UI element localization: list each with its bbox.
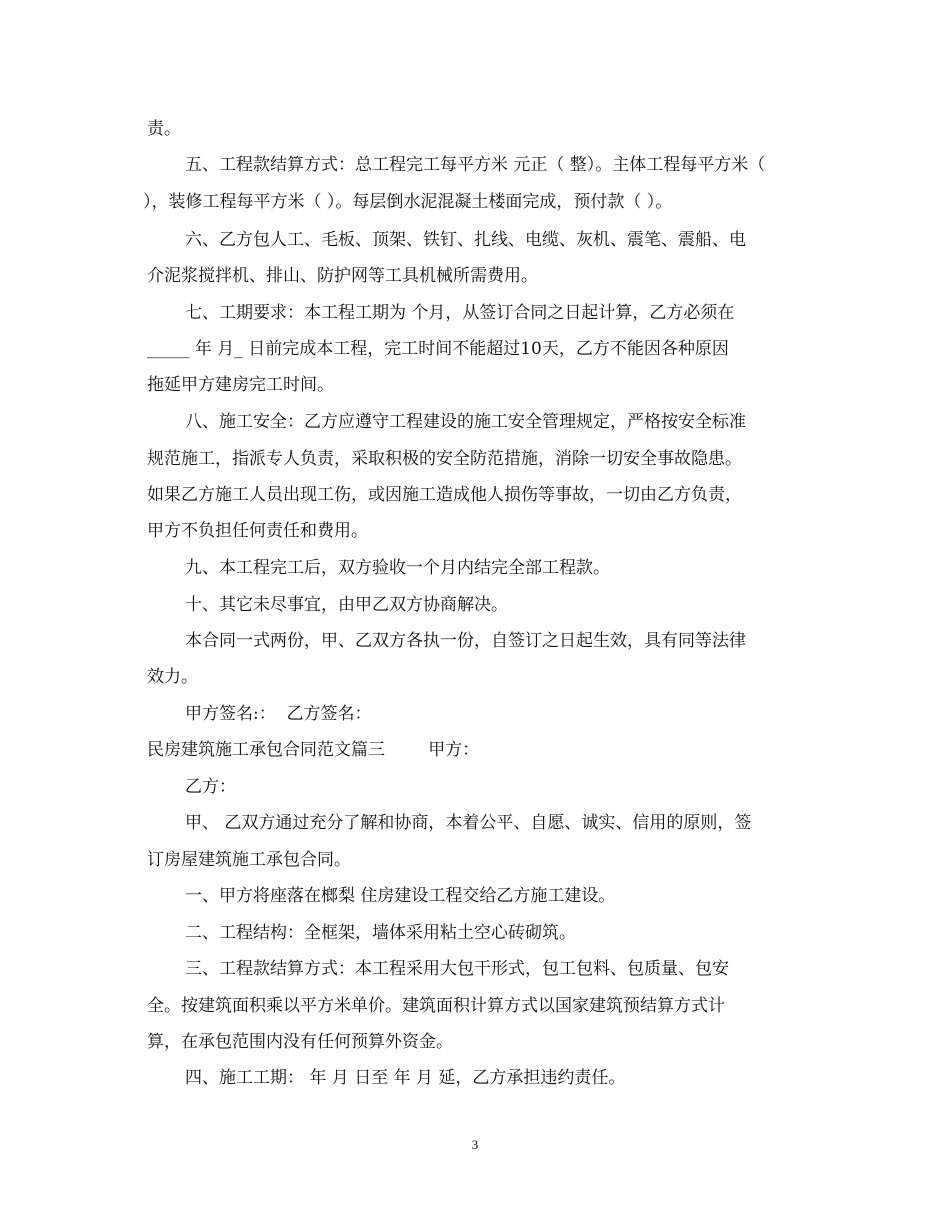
- text-line: 九、本工程完工后，双方验收一个月内结完全部工程款。: [185, 558, 610, 578]
- page-number: 3: [471, 1137, 479, 1152]
- text-line: 效力。: [147, 667, 198, 687]
- text-line: 十、其它未尽事宜，由甲乙双方协商解决。: [185, 595, 508, 615]
- text-line: 六、乙方包人工、毛板、顶架、铁钉、扎线、电缆、灰机、震笔、震船、电: [185, 230, 746, 250]
- text-line: 一、甲方将座落在榔梨 住房建设工程交给乙方施工建设。: [185, 886, 616, 906]
- signature-line: 甲方签名:： 乙方签名：: [185, 704, 372, 724]
- text-line: 四、施工工期： 年 月 日至 年 月 延，乙方承担违约责任。: [185, 1068, 626, 1088]
- text-line: 拖延甲方建房完工时间。: [147, 375, 334, 395]
- section-heading: 民房建筑施工承包合同范文篇三 甲方：: [147, 740, 480, 760]
- text-line: 算，在承包范围内没有任何预算外资金。: [147, 1032, 453, 1052]
- text-line: ），装修工程每平方米（ ）。每层倒水泥混凝土楼面完成，预付款（ ）。: [143, 192, 673, 212]
- text-line: 五、工程款结算方式：总工程完工每平方米 元正（ 整）。主体工程每平方米（: [185, 155, 766, 175]
- text-line: 订房屋建筑施工承包合同。: [147, 850, 351, 870]
- text-line: 本合同一式两份，甲、乙双方各执一份，自签订之日起生效，具有同等法律: [185, 631, 746, 651]
- text-line: 三、工程款结算方式：本工程采用大包干形式，包工包料、包质量、包安: [185, 959, 729, 979]
- text-line: 二、工程结构：全框架，墙体采用粘土空心砖砌筑。: [185, 923, 576, 943]
- text-line: 乙方：: [185, 777, 236, 797]
- text-line: 八、施工安全：乙方应遵守工程建设的施工安全管理规定，严格按安全标准: [185, 412, 746, 432]
- text-line: _____ 年 月_ 日前完成本工程，完工时间不能超过10天，乙方不能因各种原因: [147, 339, 729, 359]
- text-line: 规范施工，指派专人负责，采取积极的安全防范措施，消除一切安全事故隐患。: [147, 449, 742, 469]
- text-line: 甲方不负担任何责任和费用。: [147, 521, 368, 541]
- text-line: 介泥浆搅拌机、排山、防护网等工具机械所需费用。: [147, 266, 538, 286]
- text-line: 甲、 乙双方通过充分了解和协商，本着公平、自愿、诚实、信用的原则，签: [185, 813, 752, 833]
- text-line: 如果乙方施工人员出现工伤，或因施工造成他人损伤等事故，一切由乙方负责，: [147, 485, 742, 505]
- text-line: 七、工期要求：本工程工期为 个月，从签订合同之日起计算，乙方必须在: [185, 303, 735, 323]
- text-line: 全。按建筑面积乘以平方米单价。建筑面积计算方式以国家建筑预结算方式计: [147, 996, 725, 1016]
- text-line: 责。: [147, 119, 181, 139]
